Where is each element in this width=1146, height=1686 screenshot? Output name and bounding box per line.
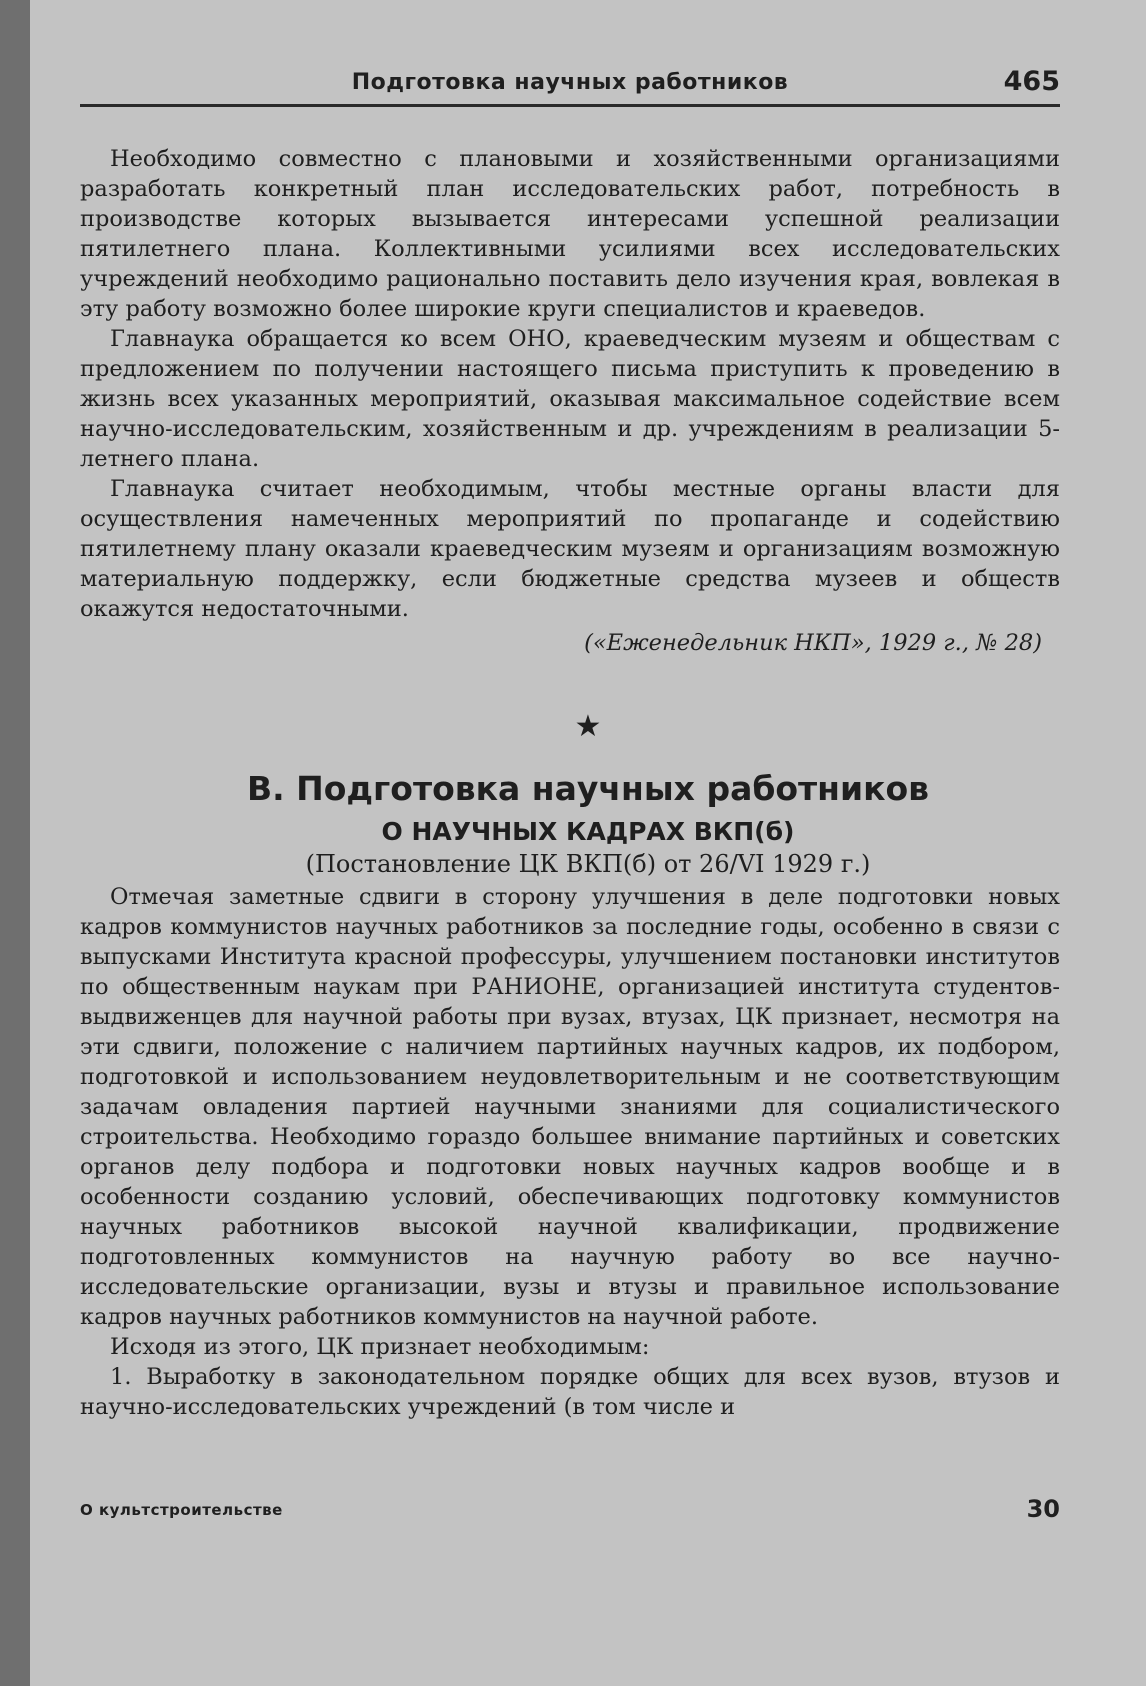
paragraph: 1. Выработку в законодательном порядке общих для всех вузов, втузов и научно-исследовательских учреждений (в том числе и	[80, 1364, 1060, 1420]
running-title: Подготовка научных работников	[351, 70, 789, 95]
section-title: В. Подготовка научных работников	[246, 769, 930, 808]
star-separator-icon: ★	[574, 709, 602, 744]
document-title: О НАУЧНЫХ КАДРАХ ВКП(б)	[381, 817, 795, 846]
signature-number: 30	[1026, 1495, 1060, 1523]
section-text-block	[80, 882, 1060, 1422]
running-header	[80, 64, 1060, 107]
source-citation: («Еженедельник НКП», 1929 г., № 28)	[584, 630, 1042, 656]
document-subtitle: (Постановление ЦК ВКП(б) от 26/VI 1929 г.)	[305, 850, 871, 878]
paragraph: Главнаука считает необходимым, чтобы местные органы власти для осуществления намеченных мероприятий по пропаганде и содействию пятилетнему плану оказали краеведческим музеям и организациям возможную материальную поддержку, если бюджетные средства музеев и обществ окажутся недостаточными.	[80, 476, 1060, 622]
page-footer	[80, 1495, 1060, 1525]
page	[30, 0, 1146, 1686]
paragraph: Отмечая заметные сдвиги в сторону улучшения в деле подготовки новых кадров коммунистов научных работников за последние годы, особенно в связи с выпусками Института красной профессуры, улучшением постановки институтов по общественным наукам при РАНИОНЕ, организацией института студентов-выдвиженцев для научной работы при вузах, втузах, ЦК признает, несмотря на эти сдвиги, положение с наличием партийных научных кадров, их подбором, подготовкой и использованием неудовлетворительным и не соответствующим задачам овладения партией научными знаниями для социалистического строительства. Необходимо гораздо большее внимание партийных и советских органов делу подбора и подготовки новых научных кадров вообще и в особенности созданию условий, обеспечивающих подготовку коммунистов научных работников высокой научной квалификации, продвижение подготовленных коммунистов на научную работу во все научно-исследовательские организации, вузы и втузы и правильное использование кадров научных работников коммунистов на научной работе.	[80, 884, 1060, 1330]
paragraph: Главнаука обращается ко всем ОНО, краеведческим музеям и обществам с предложением по получении настоящего письма приступить к проведению в жизнь всех указанных мероприятий, оказывая максимальное содействие всем научно-исследовательским, хозяйственным и др. учреждениям в реализации 5-летнего плана.	[80, 326, 1060, 472]
page-number: 465	[1003, 66, 1060, 97]
paragraph: Необходимо совместно с плановыми и хозяйственными организациями разработать конкретный план исследовательских работ, потребность в производстве которых вызывается интересами успешной реализации пятилетнего плана. Коллективными усилиями всех исследовательских учреждений необходимо рационально поставить дело изучения края, вовлекая в эту работу возможно более широкие круги специалистов и краеведов.	[80, 146, 1060, 322]
printer-signature: О культстроительстве	[80, 1501, 283, 1519]
paragraph: Исходя из этого, ЦК признает необходимым:	[110, 1334, 650, 1360]
top-text-block	[80, 144, 1060, 658]
